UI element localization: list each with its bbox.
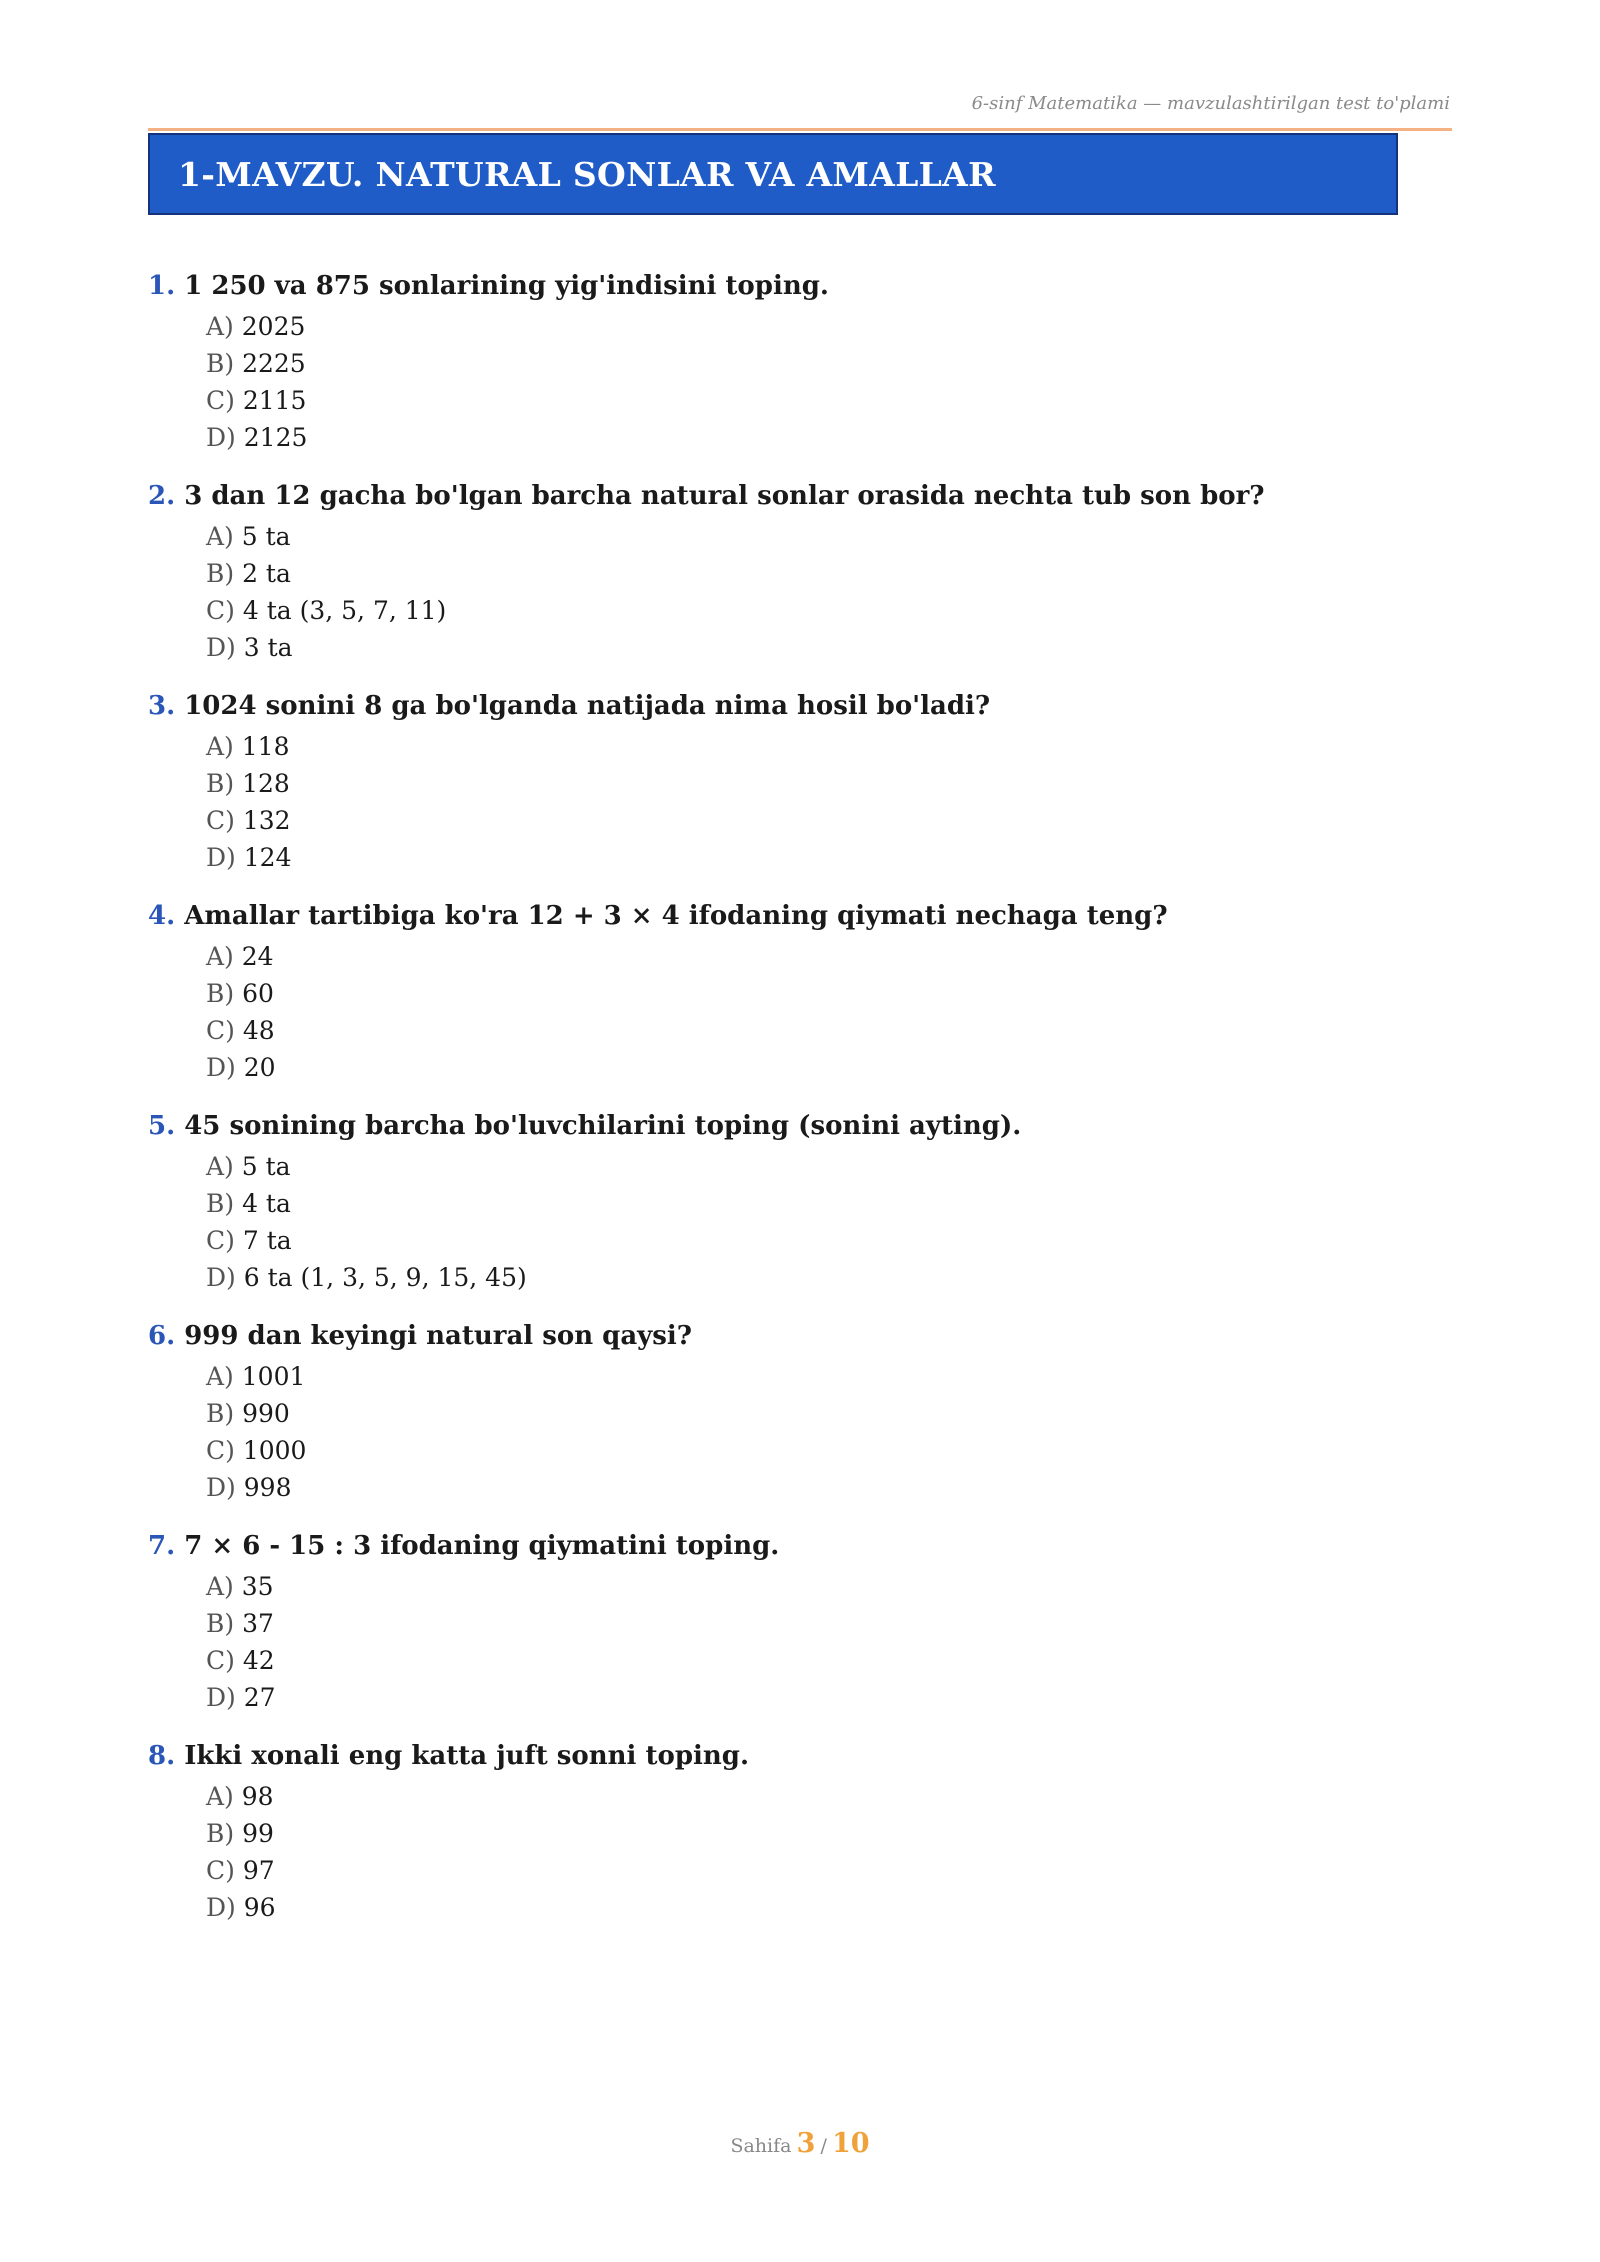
answer-options <box>148 1358 1448 1506</box>
option-c[interactable] <box>206 382 1448 419</box>
question-list <box>148 268 1448 1948</box>
answer-options <box>148 518 1448 666</box>
option-text: 2225 <box>242 349 306 378</box>
question-number: 8. <box>148 1741 176 1771</box>
option-letter: C) <box>206 1226 235 1255</box>
topic-banner <box>148 133 1398 215</box>
page-footer <box>0 2128 1600 2159</box>
total-pages-number: 10 <box>831 2128 870 2159</box>
question-number: 2. <box>148 481 176 511</box>
option-text: 4 ta (3, 5, 7, 11) <box>242 596 447 625</box>
option-a[interactable] <box>206 308 1448 345</box>
option-b[interactable] <box>206 345 1448 382</box>
option-c[interactable] <box>206 1642 1448 1679</box>
question-3 <box>148 688 1448 876</box>
option-letter: B) <box>206 769 235 798</box>
option-a[interactable] <box>206 518 1448 555</box>
option-letter: B) <box>206 1189 235 1218</box>
option-b[interactable] <box>206 765 1448 802</box>
answer-options <box>148 1148 1448 1296</box>
option-c[interactable] <box>206 802 1448 839</box>
option-text: 2125 <box>243 423 308 452</box>
header-rule <box>148 128 1452 131</box>
question-text: 1024 sonini 8 ga bo'lganda natijada nima hosil bo'ladi? <box>184 691 991 721</box>
question-7 <box>148 1528 1448 1716</box>
question-number: 6. <box>148 1321 176 1351</box>
option-text: 60 <box>242 979 274 1008</box>
option-text: 20 <box>243 1053 276 1082</box>
option-text: 48 <box>242 1016 275 1045</box>
question-text-line <box>148 1108 1448 1144</box>
question-1 <box>148 268 1448 456</box>
question-number: 7. <box>148 1531 176 1561</box>
option-b[interactable] <box>206 975 1448 1012</box>
answer-options <box>148 938 1448 1086</box>
option-letter: A) <box>206 1152 234 1181</box>
option-text: 5 ta <box>241 1152 291 1181</box>
option-letter: A) <box>206 732 234 761</box>
question-text-line <box>148 1318 1448 1354</box>
answer-options <box>148 1778 1448 1926</box>
option-text: 98 <box>241 1782 274 1811</box>
option-letter: A) <box>206 942 234 971</box>
option-text: 128 <box>242 769 290 798</box>
option-text: 97 <box>242 1856 275 1885</box>
option-d[interactable] <box>206 839 1448 876</box>
option-text: 4 ta <box>242 1189 291 1218</box>
question-text-line <box>148 688 1448 724</box>
option-b[interactable] <box>206 1605 1448 1642</box>
option-letter: C) <box>206 1856 235 1885</box>
option-d[interactable] <box>206 1049 1448 1086</box>
option-b[interactable] <box>206 1395 1448 1432</box>
option-text: 99 <box>242 1819 274 1848</box>
option-b[interactable] <box>206 1815 1448 1852</box>
question-text: Amallar tartibiga ko'ra 12 + 3 × 4 ifodaning qiymati nechaga teng? <box>184 901 1168 931</box>
option-letter: D) <box>206 843 236 872</box>
option-letter: D) <box>206 1473 236 1502</box>
option-letter: C) <box>206 1646 235 1675</box>
question-text: 999 dan keyingi natural son qaysi? <box>184 1321 693 1351</box>
option-text: 24 <box>241 942 274 971</box>
option-letter: B) <box>206 559 235 588</box>
question-text: 7 × 6 - 15 : 3 ifodaning qiymatini toping. <box>184 1531 780 1561</box>
question-text-line <box>148 1738 1448 1774</box>
option-text: 96 <box>243 1893 276 1922</box>
option-d[interactable] <box>206 419 1448 456</box>
question-number: 3. <box>148 691 176 721</box>
option-letter: D) <box>206 633 236 662</box>
option-letter: C) <box>206 386 235 415</box>
option-letter: B) <box>206 1609 235 1638</box>
option-text: 37 <box>242 1609 274 1638</box>
option-c[interactable] <box>206 1432 1448 1469</box>
option-text: 990 <box>242 1399 290 1428</box>
option-text: 1001 <box>241 1362 306 1391</box>
question-number: 5. <box>148 1111 176 1141</box>
option-letter: A) <box>206 1572 234 1601</box>
option-letter: B) <box>206 979 235 1008</box>
question-8 <box>148 1738 1448 1926</box>
option-text: 2025 <box>241 312 306 341</box>
current-page-number: 3 <box>796 2128 816 2159</box>
question-text-line <box>148 1528 1448 1564</box>
question-text: Ikki xonali eng katta juft sonni toping. <box>184 1741 750 1771</box>
answer-options <box>148 308 1448 456</box>
option-text: 5 ta <box>241 522 291 551</box>
question-text-line <box>148 478 1448 514</box>
question-2 <box>148 478 1448 666</box>
option-text: 35 <box>241 1572 274 1601</box>
question-4 <box>148 898 1448 1086</box>
question-text-line <box>148 898 1448 934</box>
option-c[interactable] <box>206 1222 1448 1259</box>
option-d[interactable] <box>206 1889 1448 1926</box>
option-letter: A) <box>206 1782 234 1811</box>
option-letter: C) <box>206 806 235 835</box>
question-5 <box>148 1108 1448 1296</box>
option-a[interactable] <box>206 1358 1448 1395</box>
question-6 <box>148 1318 1448 1506</box>
option-a[interactable] <box>206 1778 1448 1815</box>
option-text: 6 ta (1, 3, 5, 9, 15, 45) <box>243 1263 527 1292</box>
option-d[interactable] <box>206 1259 1448 1296</box>
option-d[interactable] <box>206 1469 1448 1506</box>
option-letter: D) <box>206 423 236 452</box>
option-a[interactable] <box>206 728 1448 765</box>
question-text: 1 250 va 875 sonlarining yig'indisini toping. <box>184 271 829 301</box>
option-a[interactable] <box>206 938 1448 975</box>
option-text: 1000 <box>242 1436 307 1465</box>
option-a[interactable] <box>206 1148 1448 1185</box>
option-text: 27 <box>243 1683 276 1712</box>
option-b[interactable] <box>206 1185 1448 1222</box>
question-text: 3 dan 12 gacha bo'lgan barcha natural sonlar orasida nechta tub son bor? <box>184 481 1265 511</box>
option-letter: A) <box>206 1362 234 1391</box>
option-text: 124 <box>243 843 292 872</box>
option-text: 2 ta <box>242 559 291 588</box>
option-letter: C) <box>206 1016 235 1045</box>
question-number: 4. <box>148 901 176 931</box>
option-d[interactable] <box>206 629 1448 666</box>
option-text: 3 ta <box>243 633 293 662</box>
option-letter: D) <box>206 1683 236 1712</box>
question-text: 45 sonining barcha bo'luvchilarini toping (sonini ayting). <box>184 1111 1022 1141</box>
answer-options <box>148 1568 1448 1716</box>
option-letter: C) <box>206 1436 235 1465</box>
answer-options <box>148 728 1448 876</box>
option-letter: A) <box>206 522 234 551</box>
page-separator: / <box>820 2135 827 2157</box>
option-letter: A) <box>206 312 234 341</box>
page-label: Sahifa <box>730 2135 792 2157</box>
option-d[interactable] <box>206 1679 1448 1716</box>
option-letter: D) <box>206 1893 236 1922</box>
option-text: 998 <box>243 1473 292 1502</box>
option-letter: C) <box>206 596 235 625</box>
option-text: 2115 <box>242 386 307 415</box>
option-letter: D) <box>206 1263 236 1292</box>
option-b[interactable] <box>206 555 1448 592</box>
option-letter: D) <box>206 1053 236 1082</box>
question-text-line <box>148 268 1448 304</box>
option-c[interactable] <box>206 592 1448 629</box>
option-text: 42 <box>242 1646 275 1675</box>
option-letter: B) <box>206 349 235 378</box>
option-letter: B) <box>206 1399 235 1428</box>
option-text: 132 <box>242 806 291 835</box>
running-header: 6-sinf Matematika — mavzulashtirilgan test to'plami <box>971 93 1450 114</box>
option-letter: B) <box>206 1819 235 1848</box>
option-text: 118 <box>241 732 290 761</box>
topic-title: 1-MAVZU. NATURAL SONLAR VA AMALLAR <box>178 154 996 194</box>
question-number: 1. <box>148 271 176 301</box>
option-a[interactable] <box>206 1568 1448 1605</box>
option-c[interactable] <box>206 1852 1448 1889</box>
option-text: 7 ta <box>242 1226 292 1255</box>
option-c[interactable] <box>206 1012 1448 1049</box>
